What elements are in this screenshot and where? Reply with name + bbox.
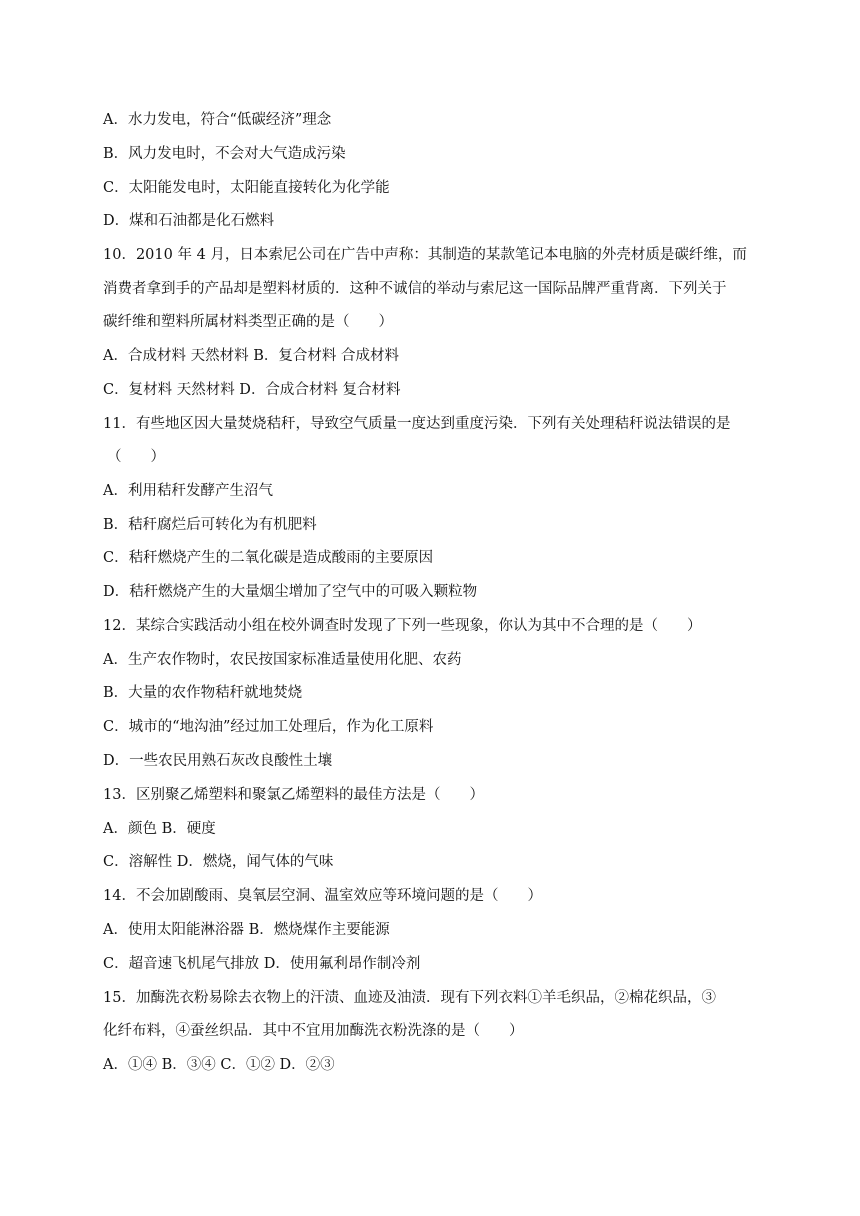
q12-option-c: C．城市的“地沟油”经过加工处理后，作为化工原料 xyxy=(103,719,434,735)
q9-option-b: B．风力发电时，不会对大气造成污染 xyxy=(103,146,346,162)
q9-option-a: A．水力发电，符合“低碳经济”理念 xyxy=(103,112,332,128)
q12-stem: 12．某综合实践活动小组在校外调查时发现了下列一些现象，你认为其中不合理的是（ ） xyxy=(103,618,702,634)
q10-stem-line-1: 10．2010 年 4 月，日本索尼公司在广告中声称：其制造的某款笔记本电脑的外壳材质是碳纤维，而 xyxy=(103,247,747,263)
q10-options-cd: C．复材料 天然材料 D．合成合材料 复合材料 xyxy=(103,382,401,398)
q14-options-cd: C．超音速飞机尾气排放 D．使用氟利昂作制冷剂 xyxy=(103,956,421,972)
q15-options: A．①④ B．③④ C．①② D．②③ xyxy=(103,1057,335,1073)
q15-stem-line-1: 15．加酶洗衣粉易除去衣物上的汗渍、血迹及油渍．现有下列衣料①羊毛织品，②棉花织品，③ xyxy=(103,990,716,1006)
q9-option-d: D．煤和石油都是化石燃料 xyxy=(103,213,275,229)
q15-stem-line-2: 化纤布料，④蚕丝织品．其中不宜用加酶洗衣粉洗涤的是（ ） xyxy=(103,1023,524,1039)
q9-option-c: C．太阳能发电时，太阳能直接转化为化学能 xyxy=(103,180,390,196)
q13-options-ab: A．颜色 B．硬度 xyxy=(103,821,216,837)
q11-option-a: A．利用秸秆发酵产生沼气 xyxy=(103,483,273,499)
q10-stem-line-2: 消费者拿到手的产品却是塑料材质的．这种不诚信的举动与索尼这一国际品牌严重背离．下列关于 xyxy=(103,281,727,297)
q11-stem-line-1: 11．有些地区因大量焚烧秸秆，导致空气质量一度达到重度污染．下列有关处理秸秆说法错误的是 xyxy=(103,416,731,432)
q12-option-d: D．一些农民用熟石灰改良酸性土壤 xyxy=(103,753,333,769)
q14-options-ab: A．使用太阳能淋浴器 B．燃烧煤作主要能源 xyxy=(103,922,390,938)
q12-option-b: B．大量的农作物秸秆就地焚烧 xyxy=(103,685,303,701)
q11-option-b: B．秸秆腐烂后可转化为有机肥料 xyxy=(103,517,317,533)
q11-option-d: D．秸秆燃烧产生的大量烟尘增加了空气中的可吸入颗粒物 xyxy=(103,584,478,600)
q13-options-cd: C．溶解性 D．燃烧，闻气体的气味 xyxy=(103,854,334,870)
q14-stem: 14．不会加剧酸雨、臭氧层空洞、温室效应等环境问题的是（ ） xyxy=(103,888,542,904)
q11-stem-line-2: （ ） xyxy=(107,449,165,465)
q12-option-a: A．生产农作物时，农民按国家标准适量使用化肥、农药 xyxy=(103,652,462,668)
q11-option-c: C．秸秆燃烧产生的二氧化碳是造成酸雨的主要原因 xyxy=(103,550,434,566)
q10-stem-line-3: 碳纤维和塑料所属材料类型正确的是（ ） xyxy=(103,314,393,330)
q10-options-ab: A．合成材料 天然材料 B．复合材料 合成材料 xyxy=(103,348,399,364)
q13-stem: 13．区别聚乙烯塑料和聚氯乙烯塑料的最佳方法是（ ） xyxy=(103,787,484,803)
